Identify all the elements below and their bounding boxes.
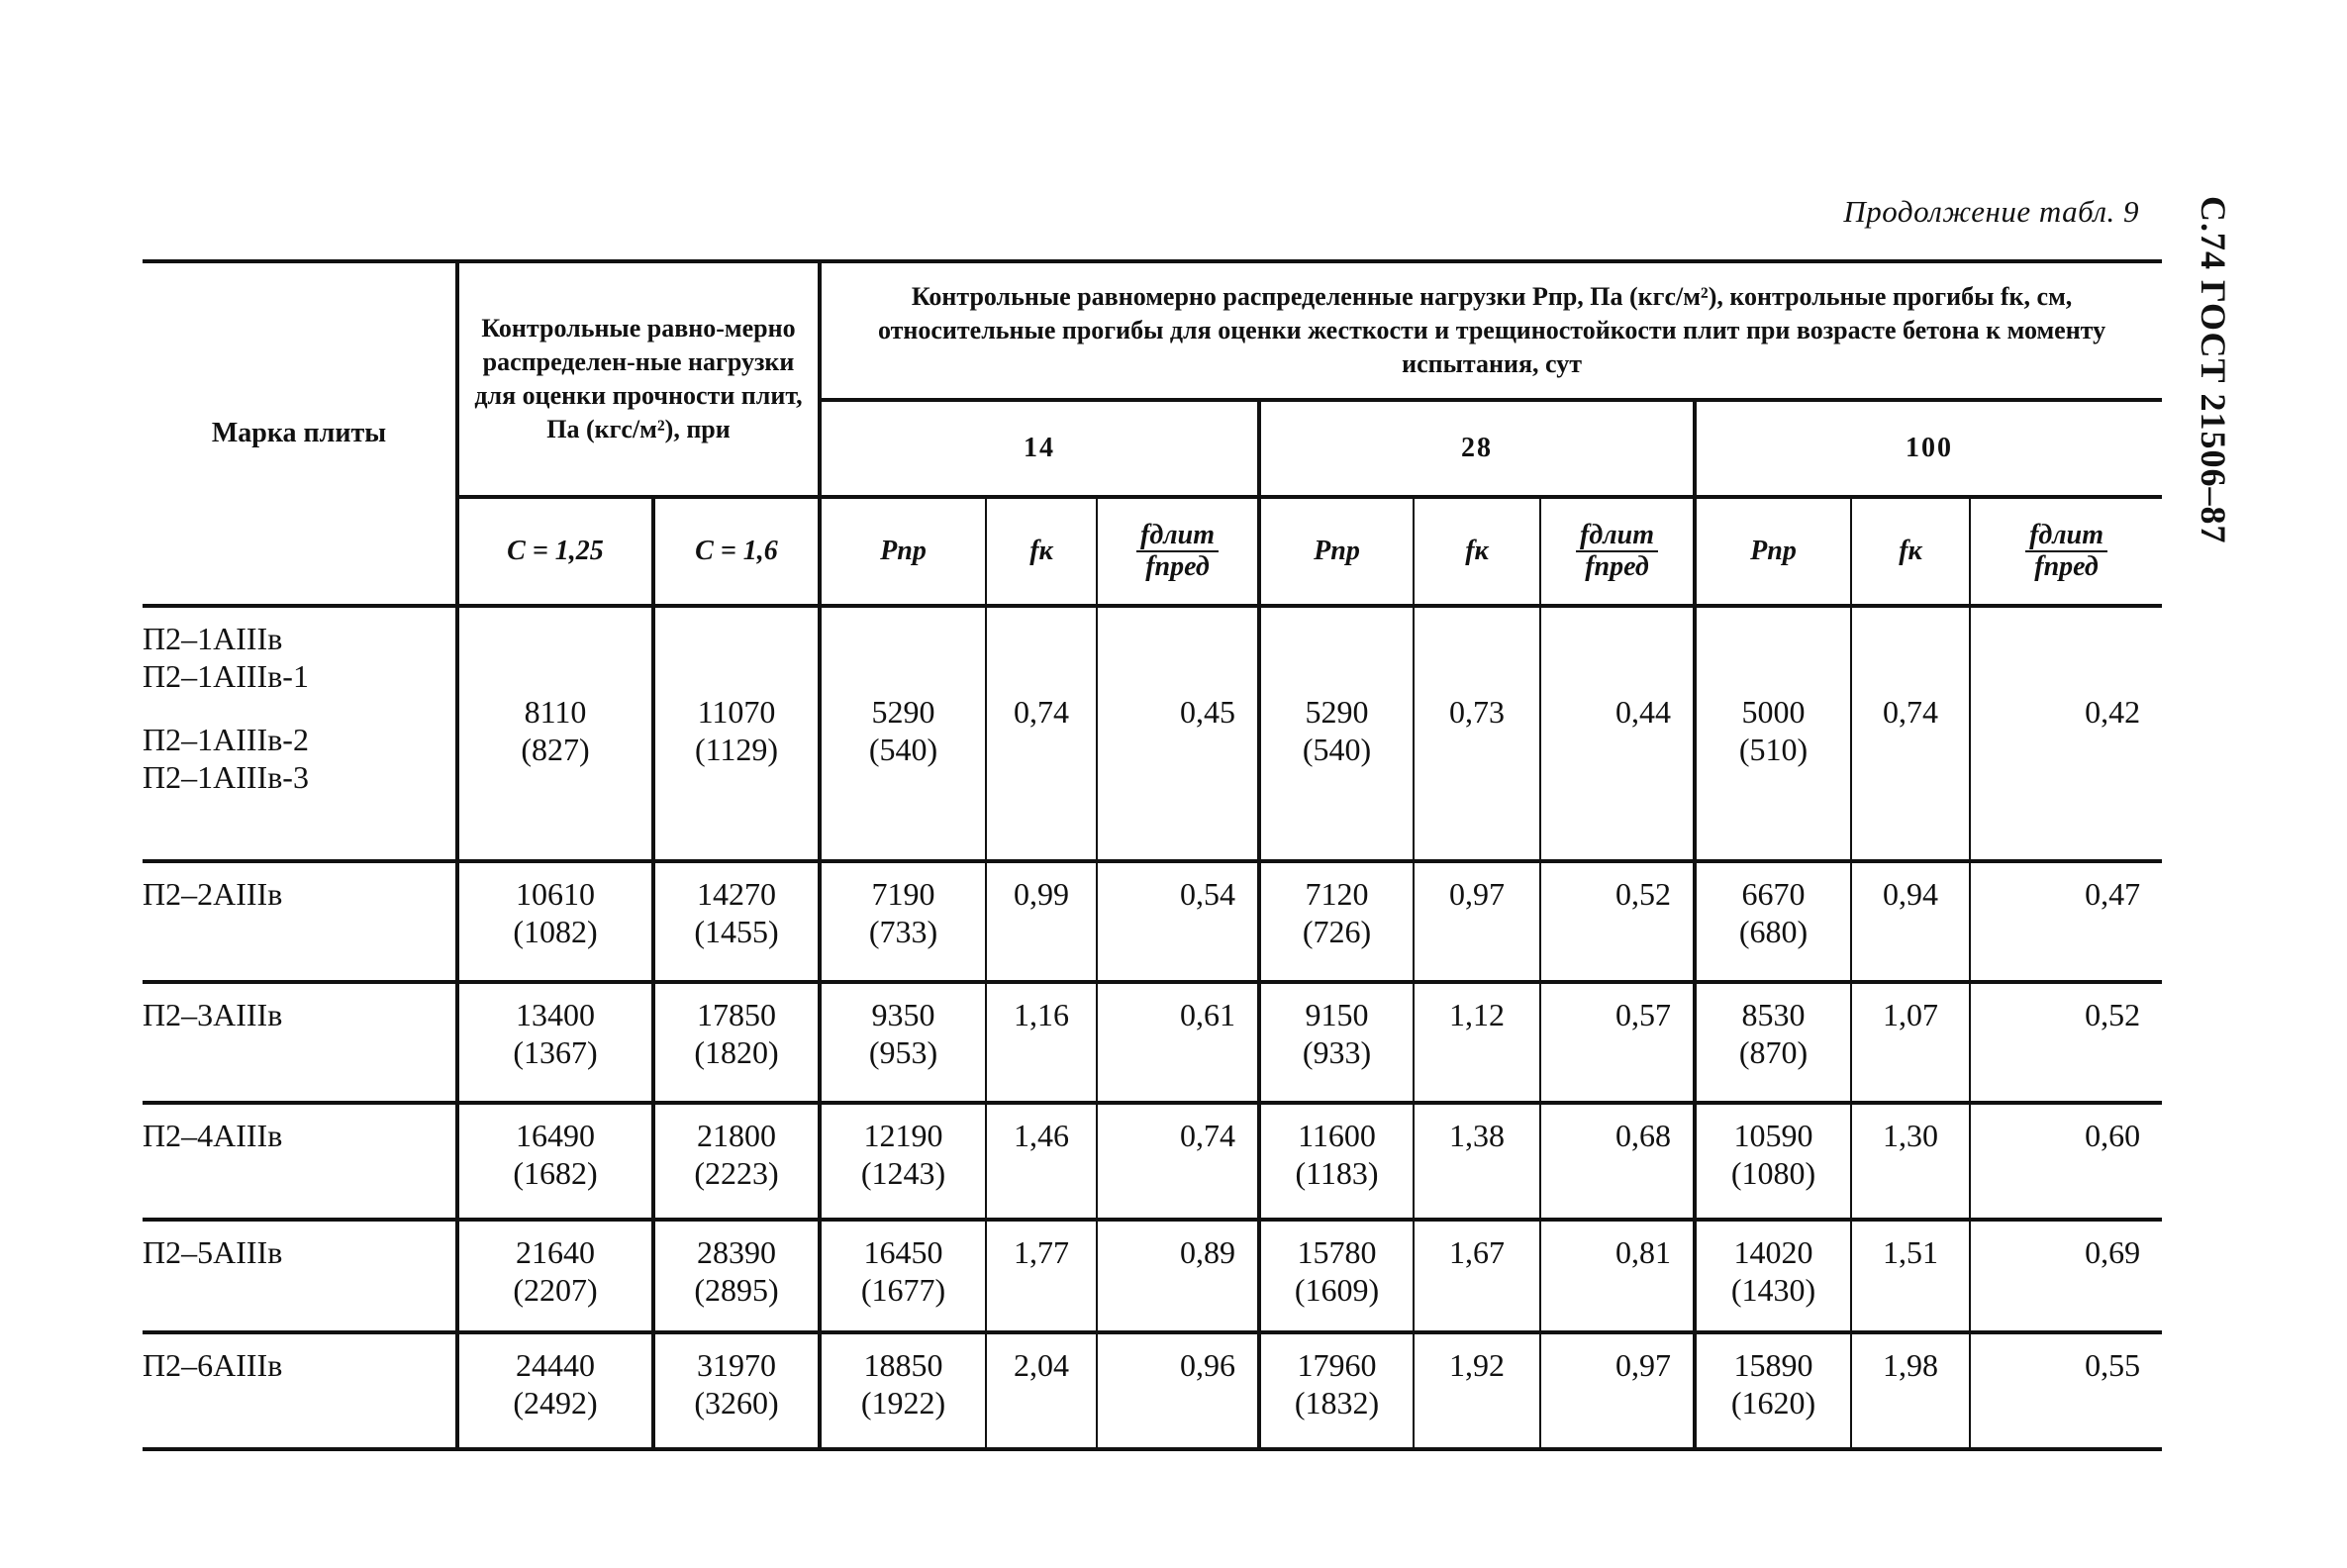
cell-c16: 21800 (2223) [653, 1103, 820, 1220]
cell-f28: 1,67 [1414, 1220, 1540, 1332]
cell-c125: 8110 (827) [457, 606, 653, 861]
side-page-label [2151, 196, 2290, 770]
cell-r14: 0,96 [1097, 1332, 1259, 1449]
cell-p28: 7120 (726) [1259, 861, 1414, 982]
cell-p100: 14020 (1430) [1695, 1220, 1851, 1332]
cell-f14: 2,04 [986, 1332, 1097, 1449]
plate-name: П2–1АIIIв-1 [143, 658, 309, 694]
cell-r100: 0,55 [1970, 1332, 2162, 1449]
cell-f28: 1,92 [1414, 1332, 1540, 1449]
cell-p14: 7190 (733) [820, 861, 986, 982]
side-page-label-text: С.74 ГОСТ 21506–87 [2194, 196, 2233, 544]
cell-f14: 0,99 [986, 861, 1097, 982]
cell-c125: 10610 (1082) [457, 861, 653, 982]
cell-c16: 11070 (1129) [653, 606, 820, 861]
cell-r14: 0,61 [1097, 982, 1259, 1103]
load-table [143, 259, 2162, 1451]
header-f-100: fк [1851, 497, 1970, 606]
row-plate-names [143, 606, 457, 861]
row-plate-names [143, 1220, 457, 1332]
header-f-28: fк [1414, 497, 1540, 606]
table-row [143, 861, 2162, 982]
cell-f14: 1,77 [986, 1220, 1097, 1332]
cell-f28: 0,97 [1414, 861, 1540, 982]
header-marka: Марка плиты [143, 261, 457, 606]
header-age-100: 100 [1695, 400, 2162, 497]
cell-p100: 8530 (870) [1695, 982, 1851, 1103]
cell-p14: 12190 (1243) [820, 1103, 986, 1220]
row-plate-names [143, 1332, 457, 1449]
cell-r28: 0,68 [1540, 1103, 1695, 1220]
cell-f100: 0,94 [1851, 861, 1970, 982]
cell-p100: 5000 (510) [1695, 606, 1851, 861]
cell-c16: 31970 (3260) [653, 1332, 820, 1449]
cell-f14: 1,16 [986, 982, 1097, 1103]
plate-name: П2–5АIIIв [143, 1234, 283, 1270]
cell-c125: 24440 (2492) [457, 1332, 653, 1449]
plate-name: П2–1АIIIв-3 [143, 759, 309, 795]
header-p-28: Pпр [1259, 497, 1414, 606]
cell-r14: 0,45 [1097, 606, 1259, 861]
cell-p100: 10590 (1080) [1695, 1103, 1851, 1220]
table-row [143, 1332, 2162, 1449]
cell-f28: 0,73 [1414, 606, 1540, 861]
cell-p14: 9350 (953) [820, 982, 986, 1103]
cell-r28: 0,44 [1540, 606, 1695, 861]
header-p-100: Pпр [1695, 497, 1851, 606]
cell-p14: 5290 (540) [820, 606, 986, 861]
header-ratio-14: $\frac{\text{fдлит}}{\text{fпред}}$ [1097, 497, 1259, 606]
cell-p14: 18850 (1922) [820, 1332, 986, 1449]
header-c-1-25: C = 1,25 [457, 497, 653, 606]
cell-c125: 16490 (1682) [457, 1103, 653, 1220]
cell-r14: 0,89 [1097, 1220, 1259, 1332]
cell-f14: 1,46 [986, 1103, 1097, 1220]
cell-r100: 0,47 [1970, 861, 2162, 982]
cell-p28: 9150 (933) [1259, 982, 1414, 1103]
table-row [143, 606, 2162, 861]
row-plate-names [143, 982, 457, 1103]
plate-name: П2–1АIIIв-2 [143, 722, 309, 757]
header-ratio-100: $\frac{\text{fдлит}}{\text{fпред}}$ [1970, 497, 2162, 606]
row-plate-names [143, 861, 457, 982]
cell-f100: 1,30 [1851, 1103, 1970, 1220]
table-row [143, 982, 2162, 1103]
cell-f100: 0,74 [1851, 606, 1970, 861]
plate-name: П2–3АIIIв [143, 997, 283, 1032]
cell-f14: 0,74 [986, 606, 1097, 861]
cell-r100: 0,42 [1970, 606, 2162, 861]
cell-f100: 1,07 [1851, 982, 1970, 1103]
header-f-14: fк [986, 497, 1097, 606]
header-ratio-28: $\frac{\text{fдлит}}{\text{fпред}}$ [1540, 497, 1695, 606]
cell-c16: 28390 (2895) [653, 1220, 820, 1332]
cell-p28: 11600 (1183) [1259, 1103, 1414, 1220]
cell-p100: 15890 (1620) [1695, 1332, 1851, 1449]
cell-r100: 0,69 [1970, 1220, 2162, 1332]
cell-r28: 0,81 [1540, 1220, 1695, 1332]
cell-r100: 0,60 [1970, 1103, 2162, 1220]
cell-r28: 0,57 [1540, 982, 1695, 1103]
table-body [143, 606, 2162, 1449]
cell-p14: 16450 (1677) [820, 1220, 986, 1332]
header-age-28: 28 [1259, 400, 1695, 497]
table-row [143, 1220, 2162, 1332]
cell-p28: 15780 (1609) [1259, 1220, 1414, 1332]
cell-r28: 0,97 [1540, 1332, 1695, 1449]
cell-p100: 6670 (680) [1695, 861, 1851, 982]
header-control-loads: Контрольные равномерно распределенные нагрузки Pпр, Па (кгс/м²), контрольные прогибы fк, см, относительные прогибы для оценки жесткости и трещиностойкости плит при возрасте бетона к моменту испытания, сут [820, 261, 2162, 400]
header-p-14: Pпр [820, 497, 986, 606]
cell-f100: 1,51 [1851, 1220, 1970, 1332]
cell-f28: 1,12 [1414, 982, 1540, 1103]
cell-r14: 0,74 [1097, 1103, 1259, 1220]
plate-name: П2–2АIIIв [143, 876, 283, 912]
table-header [143, 261, 2162, 606]
plate-name: П2–4АIIIв [143, 1118, 283, 1153]
header-age-14: 14 [820, 400, 1259, 497]
cell-r28: 0,52 [1540, 861, 1695, 982]
cell-c16: 17850 (1820) [653, 982, 820, 1103]
plate-name: П2–6АIIIв [143, 1347, 283, 1383]
continuation-label: Продолжение табл. 9 [1843, 194, 2139, 229]
cell-r14: 0,54 [1097, 861, 1259, 982]
cell-r100: 0,52 [1970, 982, 2162, 1103]
row-plate-names [143, 1103, 457, 1220]
cell-p28: 17960 (1832) [1259, 1332, 1414, 1449]
cell-c125: 13400 (1367) [457, 982, 653, 1103]
cell-c16: 14270 (1455) [653, 861, 820, 982]
table-row [143, 1103, 2162, 1220]
cell-p28: 5290 (540) [1259, 606, 1414, 861]
cell-f28: 1,38 [1414, 1103, 1540, 1220]
header-c-1-6: C = 1,6 [653, 497, 820, 606]
cell-c125: 21640 (2207) [457, 1220, 653, 1332]
header-strength-loads: Контрольные равно-мерно распределен-ные нагрузки для оценки прочности плит, Па (кгс/м²), при [457, 261, 820, 497]
cell-f100: 1,98 [1851, 1332, 1970, 1449]
plate-name: П2–1АIIIв [143, 621, 283, 656]
